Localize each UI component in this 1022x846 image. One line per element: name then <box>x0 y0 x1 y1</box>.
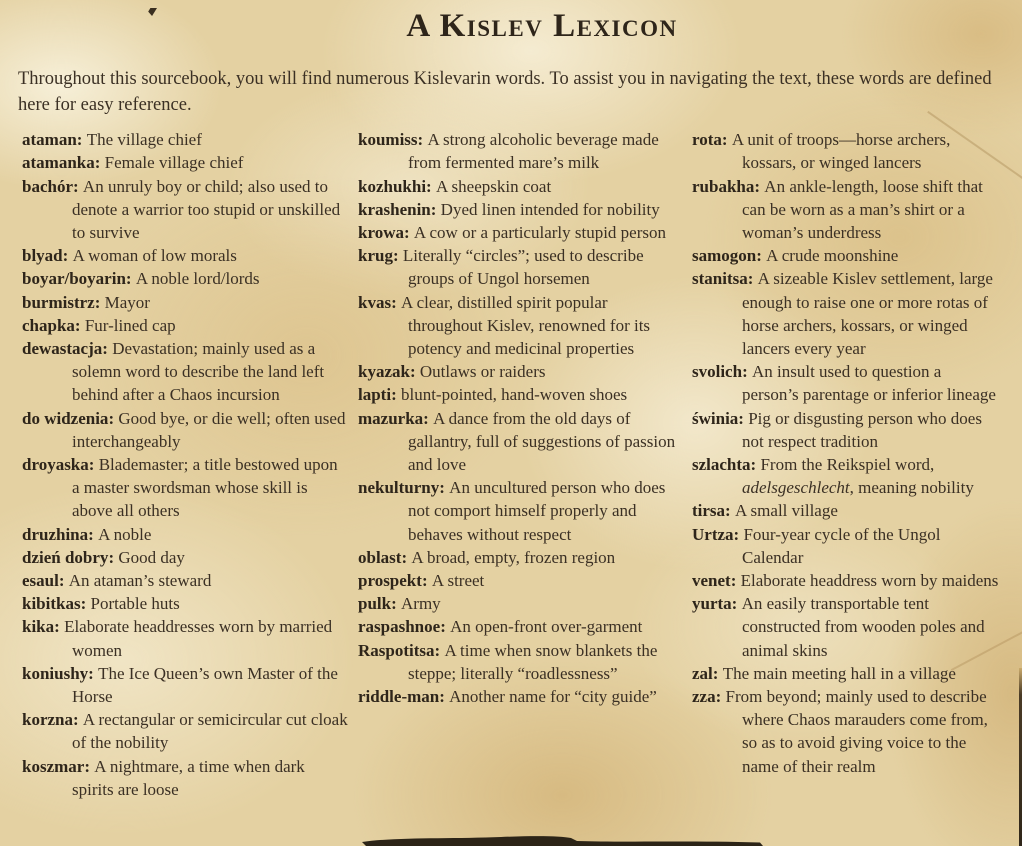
lexicon-entry <box>358 592 682 615</box>
definition-text: , meaning nobility <box>849 478 974 498</box>
definition-text: A rectangular or semicircular cut cloak of the nobility <box>72 710 348 753</box>
term-separator: : <box>73 176 83 196</box>
term: kyazak <box>358 362 410 382</box>
definition-text: Portable huts <box>90 594 180 614</box>
term: Raspotitsa <box>358 640 435 660</box>
term: dzień dobry <box>22 547 109 567</box>
lexicon-entry <box>22 128 348 151</box>
definition-text: A unit of troops—horse archers, kossars, or winged lancers <box>731 130 951 173</box>
lexicon-entry <box>22 592 348 615</box>
term-separator: : <box>392 246 403 266</box>
definition-text: blunt-pointed, hand-woven shoes <box>400 385 628 405</box>
lexicon-entry <box>358 685 682 708</box>
term: krug <box>358 246 393 266</box>
definition-text: Elaborate headdresses worn by married women <box>64 617 333 660</box>
definition-text: A noble <box>98 524 152 544</box>
term-separator: : <box>58 570 69 590</box>
term: koszmar <box>22 756 85 776</box>
page-title: A Kislev Lexicon <box>406 8 678 44</box>
lexicon-entry <box>692 592 1002 662</box>
definition-text: Devastation; mainly used as a solemn word to describe the land left behind after a Chaos incursion <box>72 338 325 405</box>
term-separator: : <box>84 756 95 776</box>
term-separator: : <box>440 617 451 637</box>
lexicon-entry <box>22 523 348 546</box>
definition-text: A street <box>431 570 485 590</box>
definition-text: Outlaws or raiders <box>419 362 546 382</box>
term: mazurka <box>358 408 424 428</box>
term: samogon <box>692 246 757 266</box>
term-separator: : <box>725 501 735 521</box>
definition-text: A sheepskin coat <box>435 176 552 196</box>
definition-text: A crude moonshine <box>766 246 899 266</box>
term-separator: : <box>417 130 428 150</box>
term: koniushy <box>22 663 89 683</box>
term-separator: : <box>421 570 432 590</box>
definition-text: A clear, distilled spirit popular throughout Kislev, renowned for its potency and medicinal properties <box>401 292 651 358</box>
term: prospekt <box>358 570 422 590</box>
term: krowa <box>358 222 404 242</box>
term-separator: : <box>434 640 445 660</box>
definition-text: Four-year cycle of the Ungol Calendar <box>742 524 941 567</box>
definition-text: A time when snow blankets the steppe; literally “roadlessness” <box>408 640 658 683</box>
definition-text: A strong alcoholic beverage made from fermented mare’s milk <box>408 130 659 173</box>
lexicon-entry <box>358 221 682 244</box>
term-separator: : <box>731 594 742 614</box>
term-separator: : <box>88 454 99 474</box>
term-separator: : <box>426 176 436 196</box>
term: świnia <box>692 408 739 428</box>
term: lapti <box>358 385 392 405</box>
term: Urtza <box>692 524 734 544</box>
definition-text: A woman of low morals <box>72 246 237 266</box>
term: droyaska <box>22 454 89 474</box>
definition-text: An unruly boy or child; also used to denote a warrior too stupid or unskilled to survive <box>72 176 341 242</box>
term-separator: : <box>401 547 412 567</box>
lexicon-entry <box>22 615 348 661</box>
term: ataman <box>22 130 77 150</box>
definition-text: Blademaster; a title bestowed upon a master swordsman whose skill is above all others <box>72 454 338 521</box>
lexicon-entry <box>22 337 348 407</box>
lexicon-entry <box>692 523 1002 569</box>
term: kibitkas <box>22 594 81 614</box>
term: raspashnoe <box>358 617 441 637</box>
lexicon-entry <box>358 244 682 290</box>
term: burmistrz <box>22 292 95 312</box>
intro-paragraph: Throughout this sourcebook, you will find numerous Kislevarin words. To assist you in navigating the text, these words are defined here for easy reference. <box>18 69 992 116</box>
lexicon-column-1 <box>22 128 358 801</box>
term-separator: : <box>102 338 113 358</box>
definition-text: A sizeable Kislev settlement, large enough to raise one or more rotas of horse archers, kossars, or winged lancers every year <box>742 269 993 358</box>
term-separator: : <box>73 710 83 730</box>
term-separator: : <box>439 478 450 498</box>
definition-text: Army <box>401 594 441 614</box>
term: atamanka <box>22 153 95 173</box>
definition-text: From the Reikspiel word, <box>760 454 935 474</box>
lexicon-entry <box>22 175 348 245</box>
lexicon-columns <box>0 118 1022 801</box>
definition-italic: adelsgeschlecht <box>742 478 850 498</box>
lexicon-entry <box>692 267 1002 360</box>
term-separator: : <box>125 269 136 289</box>
term-separator: : <box>409 362 420 382</box>
term-separator: : <box>88 524 99 544</box>
definition-text: Good bye, or die well; often used interchangeably <box>72 408 346 451</box>
term: kika <box>22 617 55 637</box>
term-separator: : <box>108 408 119 428</box>
page <box>0 8 1022 846</box>
lexicon-entry <box>22 267 348 290</box>
lexicon-entry <box>692 128 1002 174</box>
term: korzna <box>22 710 73 730</box>
definition-text: Pig or disgusting person who does not respect tradition <box>742 408 982 451</box>
term-separator: : <box>439 686 450 706</box>
term: oblast <box>358 547 402 567</box>
term-separator: : <box>108 547 119 567</box>
lexicon-entry <box>692 175 1002 245</box>
definition-text: The main meeting hall in a village <box>722 663 956 683</box>
definition-text: An open-front over-garment <box>450 617 643 637</box>
lexicon-entry <box>22 662 348 708</box>
term: riddle-man <box>358 686 440 706</box>
term-separator: : <box>403 222 414 242</box>
term-separator: : <box>747 269 758 289</box>
term: kvas <box>358 292 392 312</box>
term-separator: : <box>54 617 65 637</box>
lexicon-entry <box>22 291 348 314</box>
lexicon-entry <box>358 615 682 638</box>
lexicon-entry <box>358 198 682 221</box>
lexicon-entry <box>692 453 1002 499</box>
definition-text: An ataman’s steward <box>68 570 212 590</box>
lexicon-entry <box>22 708 348 754</box>
lexicon-entry <box>358 383 682 406</box>
term-separator: : <box>733 524 744 544</box>
term-separator: : <box>94 292 105 312</box>
definition-text: From beyond; mainly used to describe where Chaos marauders come from, so as to avoid giving voice to the name of their realm <box>725 686 988 776</box>
term-separator: : <box>62 246 73 266</box>
lexicon-entry <box>22 453 348 523</box>
term: nekulturny <box>358 478 440 498</box>
term: kozhukhi <box>358 176 427 196</box>
term: rubakha <box>692 176 755 196</box>
lexicon-entry <box>358 639 682 685</box>
term: venet <box>692 570 731 590</box>
definition-text: Good day <box>118 547 185 567</box>
term: yurta <box>692 594 732 614</box>
definition-text: The village chief <box>86 130 202 150</box>
term: krashenin <box>358 199 431 219</box>
term: do widzenia <box>22 408 109 428</box>
term-separator: : <box>423 408 434 428</box>
definition-text: Fur-lined cap <box>84 315 176 335</box>
lexicon-entry <box>358 476 682 546</box>
next-section-illustration-edge <box>356 832 768 846</box>
term-separator: : <box>74 315 85 335</box>
term: blyad <box>22 246 63 266</box>
term-separator: : <box>430 199 441 219</box>
term-separator: : <box>742 362 752 382</box>
lexicon-entry <box>22 569 348 592</box>
lexicon-entry <box>358 546 682 569</box>
term-separator: : <box>738 408 749 428</box>
lexicon-entry <box>22 755 348 801</box>
term: svolich <box>692 362 743 382</box>
lexicon-entry <box>358 360 682 383</box>
definition-text: A dance from the old days of gallantry, full of suggestions of passion and love <box>408 408 676 474</box>
term-separator: : <box>94 153 105 173</box>
term-separator: : <box>715 686 726 706</box>
definition-text: A nightmare, a time when dark spirits are loose <box>72 756 305 799</box>
term-separator: : <box>391 385 401 405</box>
definition-text: Mayor <box>104 292 150 312</box>
lexicon-entry <box>692 569 1002 592</box>
term-separator: : <box>730 570 741 590</box>
definition-text: The Ice Queen’s own Master of the Horse <box>72 663 338 706</box>
definition-text: An insult used to question a person’s parentage or inferior lineage <box>742 362 996 405</box>
term-separator: : <box>76 130 87 150</box>
lexicon-entry <box>692 499 1002 522</box>
lexicon-column-2 <box>358 128 692 801</box>
definition-text: An easily transportable tent constructed from wooden poles and animal skins <box>741 594 985 660</box>
lexicon-entry <box>692 407 1002 453</box>
term: chapka <box>22 315 75 335</box>
lexicon-entry <box>22 546 348 569</box>
term-separator: : <box>754 176 765 196</box>
definition-text: An ankle-length, loose shift that can be worn as a man’s shirt or a woman’s underdress <box>742 176 983 242</box>
definition-text: Another name for “city guide” <box>449 686 657 706</box>
definition-text: Female village chief <box>104 153 244 173</box>
term: bachór <box>22 176 73 196</box>
definition-text: Literally “circles”; used to describe groups of Ungol horsemen <box>402 246 644 289</box>
term: zza <box>692 686 716 706</box>
term: druzhina <box>22 524 89 544</box>
lexicon-entry <box>358 175 682 198</box>
lexicon-entry <box>692 244 1002 267</box>
lexicon-entry <box>358 291 682 361</box>
definition-text: A broad, empty, frozen region <box>411 547 616 567</box>
definition-text: Dyed linen intended for nobility <box>440 199 660 219</box>
term-separator: : <box>88 663 99 683</box>
lexicon-entry <box>358 569 682 592</box>
term-separator: : <box>391 292 401 312</box>
term: dewastacja <box>22 338 103 358</box>
term-separator: : <box>712 663 723 683</box>
lexicon-entry <box>22 314 348 337</box>
lexicon-entry <box>22 151 348 174</box>
lexicon-entry <box>358 128 682 174</box>
definition-text: A cow or a particularly stupid person <box>413 222 667 242</box>
term: rota <box>692 130 722 150</box>
definition-text: A noble lord/lords <box>135 269 260 289</box>
term: koumiss <box>358 130 418 150</box>
definition-text: Elaborate headdress worn by maidens <box>740 570 999 590</box>
term: esaul <box>22 570 59 590</box>
term-separator: : <box>721 130 732 150</box>
lexicon-entry <box>22 407 348 453</box>
term-separator: : <box>80 594 91 614</box>
term-separator: : <box>756 246 767 266</box>
lexicon-entry <box>692 360 1002 406</box>
term: szlachta <box>692 454 751 474</box>
lexicon-entry <box>692 685 1002 778</box>
term: pulk <box>358 594 392 614</box>
lexicon-column-3 <box>692 128 1012 801</box>
definition-text: An uncultured person who does not comport himself properly and behaves without respect <box>408 478 666 544</box>
term: stanitsa <box>692 269 748 289</box>
lexicon-entry <box>22 244 348 267</box>
term: tirsa <box>692 501 726 521</box>
term-separator: : <box>750 454 761 474</box>
definition-text: A small village <box>734 501 838 521</box>
term: zal <box>692 663 713 683</box>
lexicon-entry <box>358 407 682 477</box>
term: boyar/boyarin <box>22 269 126 289</box>
term-separator: : <box>391 594 402 614</box>
